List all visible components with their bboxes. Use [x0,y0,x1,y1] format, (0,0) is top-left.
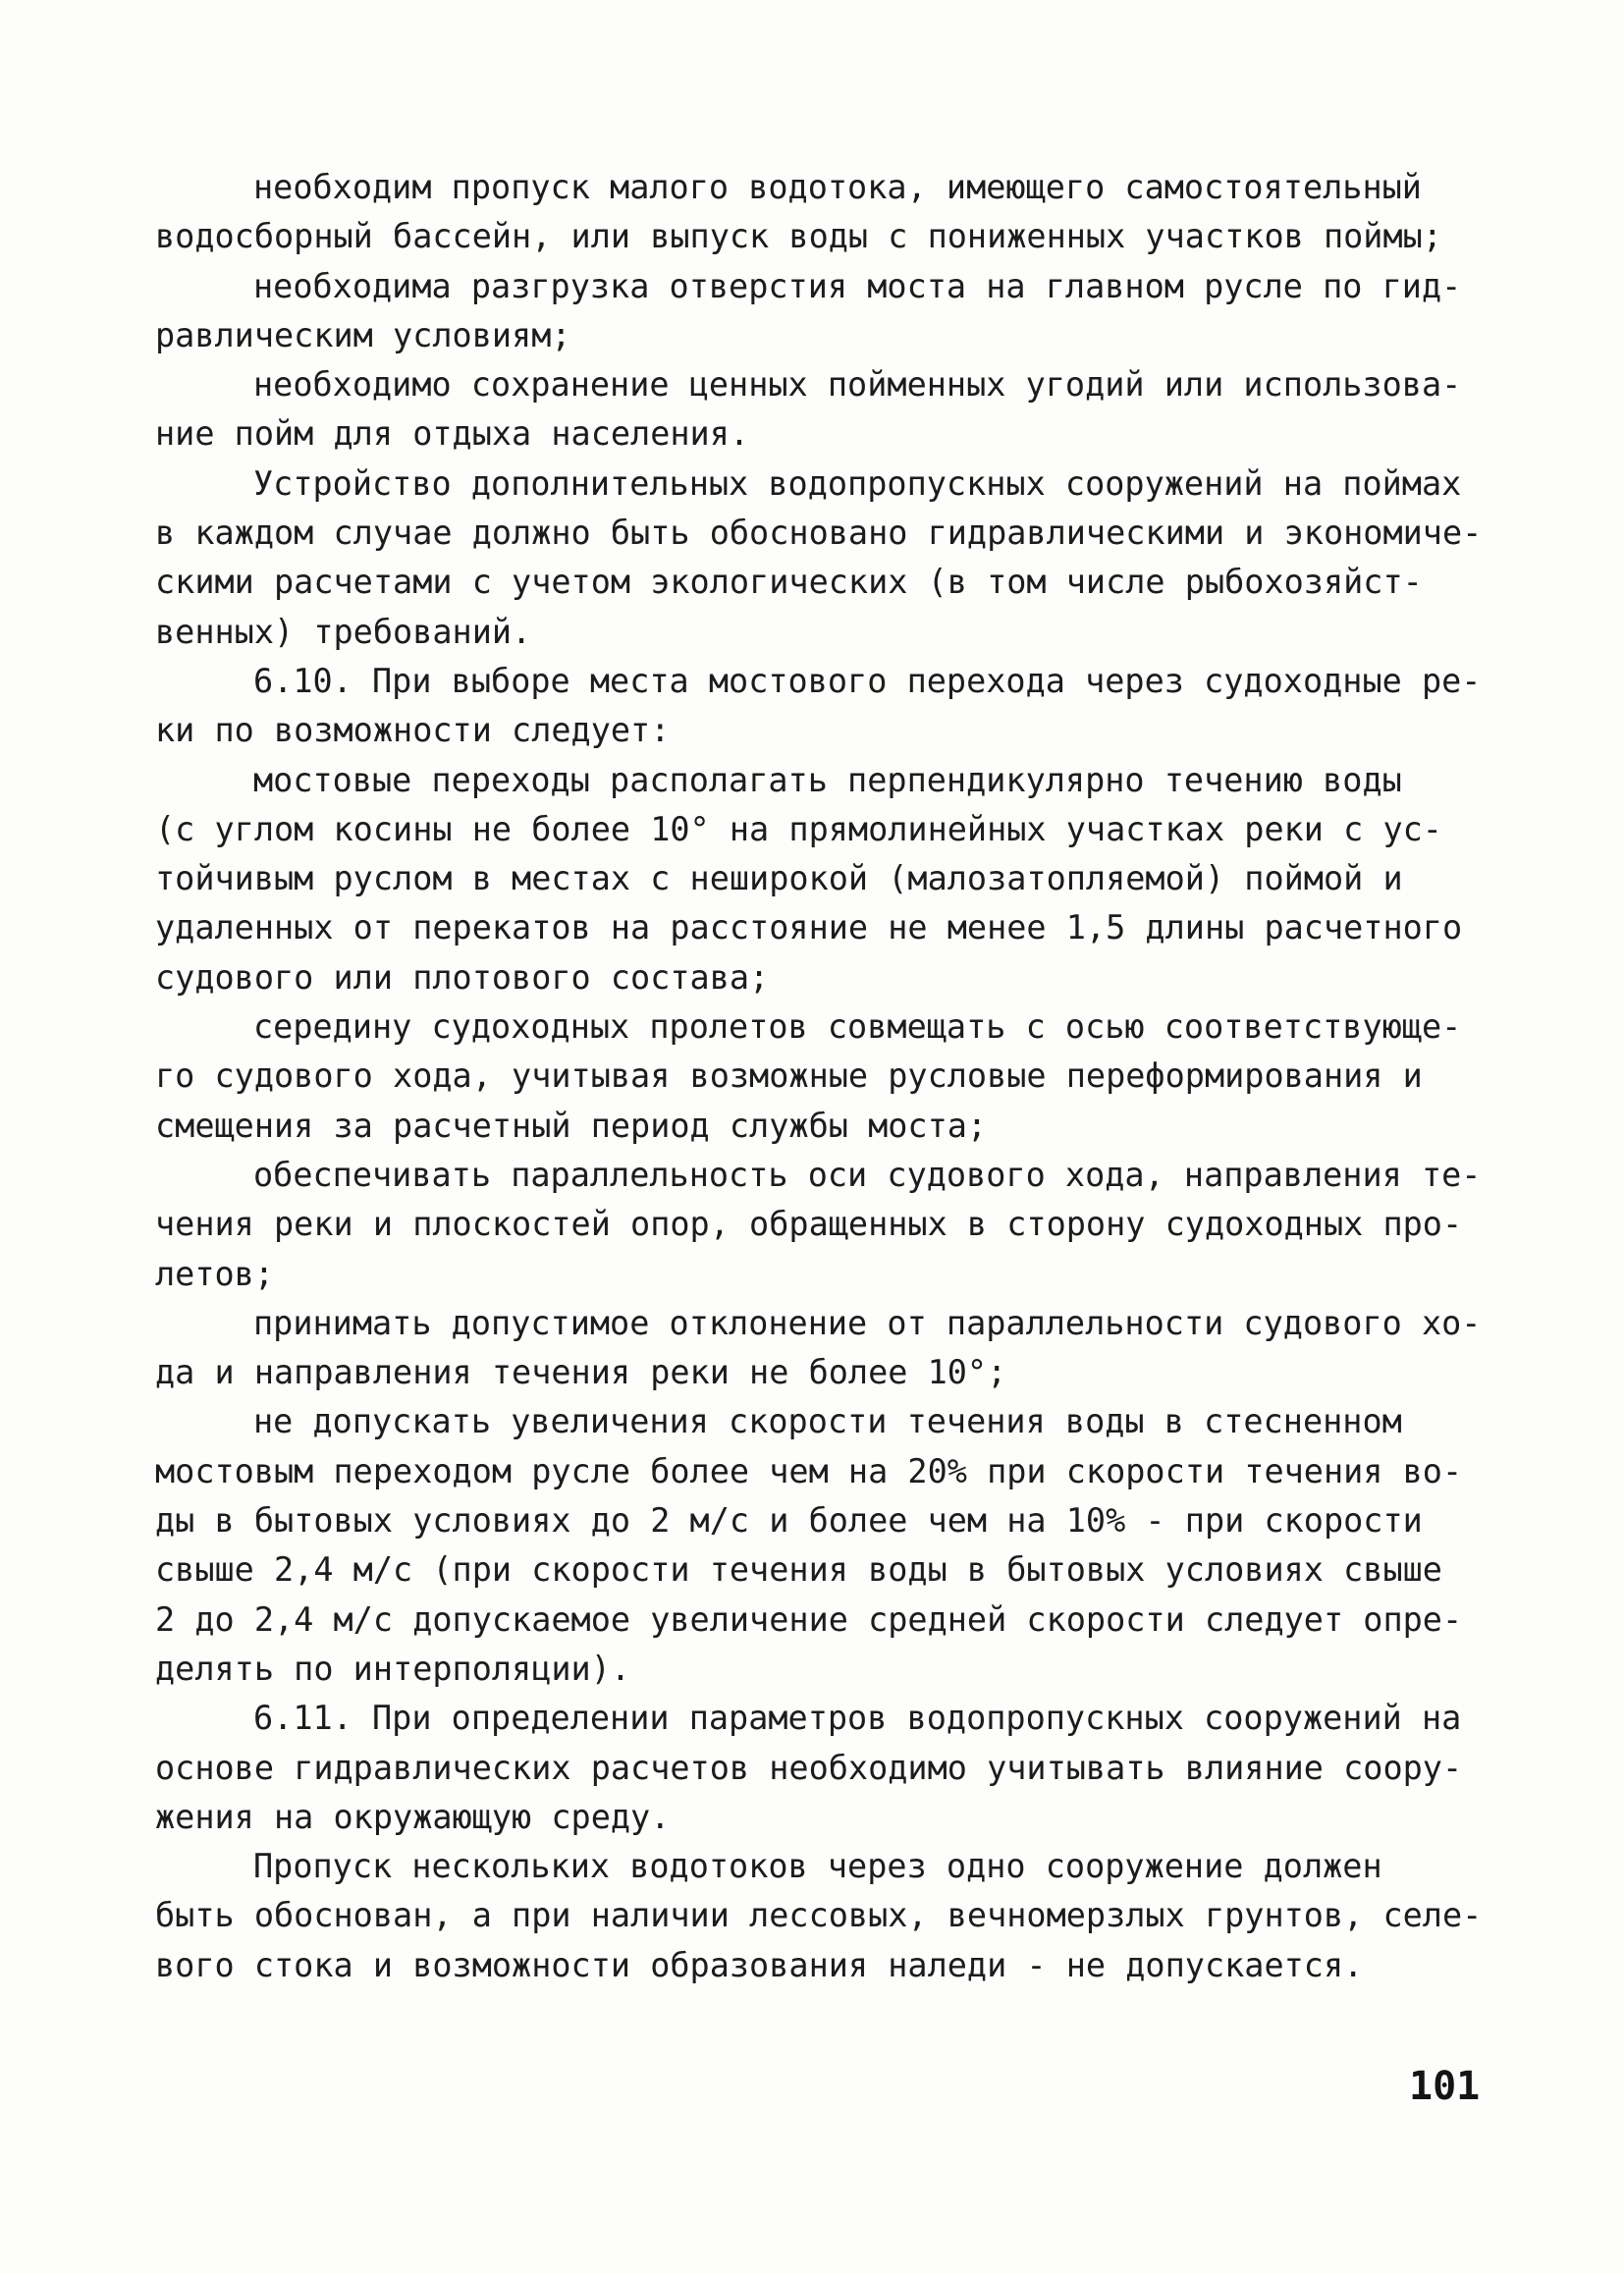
text-line: судового или плотового состава; [155,957,770,997]
text-line: летов; [155,1254,275,1293]
text-line: Устройство дополнительных водопропускных сооружений на поймах [253,463,1462,503]
text-line: свыше 2,4 м/с (при скорости течения воды в бытовых условиях свыше [155,1550,1442,1590]
text-line: 6.10. При выборе места мостового перехода через судоходные ре- [253,661,1482,700]
text-line: быть обоснован, а при наличии лессовых, вечномерзлых грунтов, селе- [155,1896,1483,1935]
text-line: смещения за расчетный период службы моста; [155,1106,988,1145]
text-line: необходим пропуск малого водотока, имеющего самостоятельный [253,168,1422,206]
text-line: делять по интерполяции). [155,1649,631,1688]
text-line: необходимо сохранение ценных пойменных угодий или использова- [253,365,1462,405]
text-line: не допускать увеличения скорости течения воды в стесненном [253,1402,1402,1441]
page-number: 101 [1409,2064,1481,2109]
text-line: равлическим условиям; [155,315,571,354]
text-line: мостовым переходом русле более чем на 20% при скорости течения во- [155,1451,1463,1490]
text-line: мостовые переходы располагать перпендикулярно течению воды [253,760,1402,799]
text-line: чения реки и плоскостей опор, обращенных в сторону судоходных про- [155,1205,1463,1244]
text-line: ды в бытовых условиях до 2 м/с и более чем на 10% - при скорости [155,1501,1423,1541]
text-line: необходима разгрузка отверстия моста на главном русле по гид- [253,266,1462,305]
text-line: обеспечивать параллельность оси судового хода, направления те- [253,1155,1482,1194]
text-line: го судового хода, учитывая возможные русловые переформирования и [155,1056,1423,1096]
text-line: середину судоходных пролетов совмещать с осью соответствующе- [253,1007,1462,1047]
text-line: вого стока и возможности образования наледи - не допускается. [155,1945,1364,1984]
text-line: скими расчетами с учетом экологических (в том числе рыбохозяйст- [155,563,1423,602]
text-line: венных) требований. [155,612,532,651]
document-body [155,163,1510,1990]
text-line: водосборный бассейн, или выпуск воды с пониженных участков поймы; [155,217,1442,256]
text-line: удаленных от перекатов на расстояние не менее 1,5 длины расчетного [155,908,1463,947]
text-line: (с углом косины не более 10° на прямолинейных участках реки с ус- [155,809,1442,848]
text-line: ние пойм для отдыха населения. [155,414,750,454]
text-line: 2 до 2,4 м/с допускаемое увеличение средней скорости следует опре- [155,1599,1463,1639]
text-line: 6.11. При определении параметров водопропускных сооружений на [253,1699,1462,1738]
text-line: тойчивым руслом в местах с неширокой (малозатопляемой) поймой и [155,859,1403,898]
text-line: ки по возможности следует: [155,711,671,750]
text-line: Пропуск нескольких водотоков через одно сооружение должен [253,1847,1382,1886]
text-line: принимать допустимое отклонение от параллельности судового хо- [253,1303,1482,1342]
text-line: в каждом случае должно быть обосновано гидравлическими и экономиче- [155,514,1483,553]
text-line: да и направления течения реки не более 10°; [155,1353,1007,1392]
text-line: основе гидравлических расчетов необходимо учитывать влияние соору- [155,1748,1463,1787]
text-line: жения на окружающую среду. [155,1797,671,1836]
